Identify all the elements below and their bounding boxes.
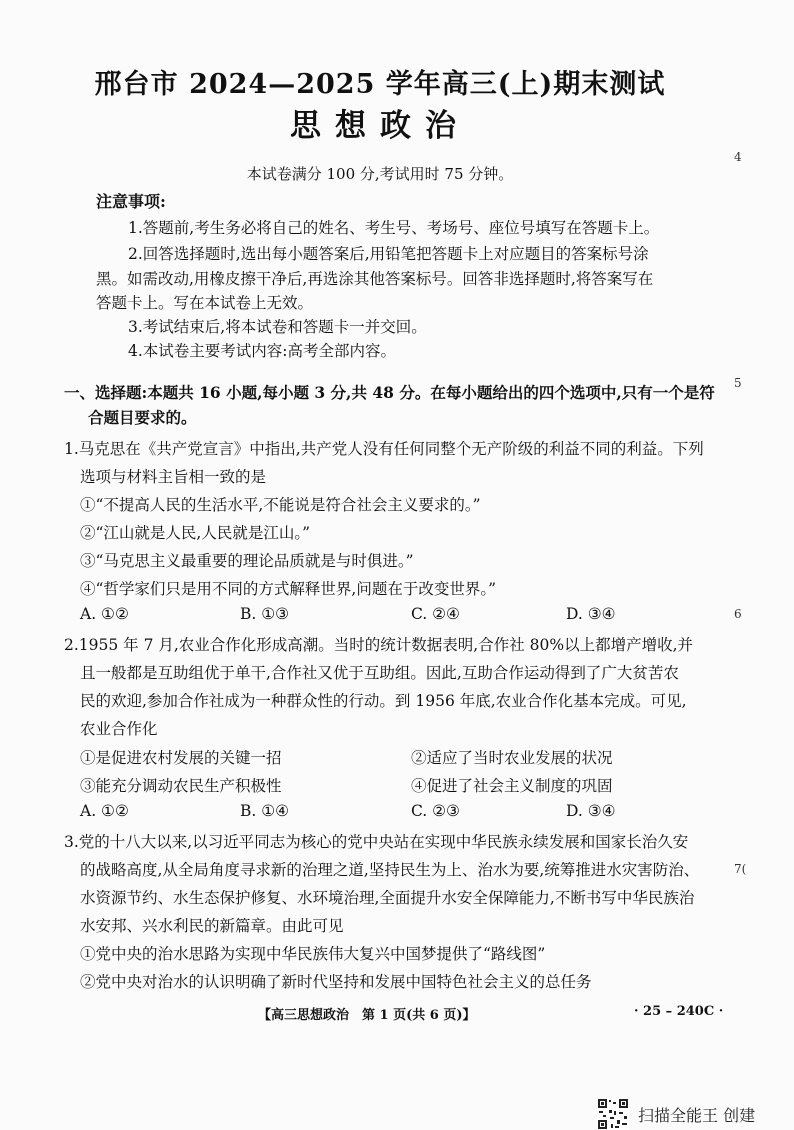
margin-mark: 4 (734, 150, 742, 164)
notice-item: 4.本试卷主要考试内容:高考全部内容。 (128, 342, 397, 360)
exam-title: 邢台市 2024—2025 学年高三(上)期末测试 (94, 69, 666, 100)
notice-item: 1.答题前,考生务必将自己的姓名、考生号、考场号、座位号填写在答题卡上。 (128, 219, 660, 237)
q3-stem: 水安邦、兴水利民的新篇章。由此可见 (80, 917, 344, 935)
qr-code-icon (597, 1098, 629, 1130)
q1-option-d: D. ③④ (566, 605, 616, 623)
notice-heading: 注意事项: (96, 192, 166, 211)
q2-stem: 且一般都是互助组优于单干,合作社又优于互助组。因此,互助合作运动得到了广大贫苦农 (80, 664, 679, 682)
margin-mark: 6 (734, 607, 742, 621)
notice-item: 黑。如需改动,用橡皮擦干净后,再选涂其他答案标号。回答非选择题时,将答案写在 (96, 270, 654, 288)
q2-stem: 2.1955 年 7 月,农业合作化形成高潮。当时的统计数据表明,合作社 80%以上都增产增收,并 (64, 636, 694, 654)
exam-code: · 25 – 240C · (634, 1004, 724, 1019)
notice-item: 答题卡上。写在本试卷上无效。 (96, 294, 314, 312)
q2-option-a: A. ①② (80, 802, 129, 820)
q1-option-b: B. ①③ (240, 605, 290, 623)
q2-statement: ③能充分调动农民生产积极性 (80, 777, 282, 795)
q1-statement: ②“江山就是人民,人民就是江山。” (80, 524, 311, 542)
q2-statement: ①是促进农村发展的关键一招 (80, 749, 282, 767)
margin-mark: 5 (734, 376, 742, 390)
q2-statement: ④促进了社会主义制度的巩固 (411, 777, 613, 795)
exam-meta: 本试卷满分 100 分,考试用时 75 分钟。 (246, 165, 514, 183)
subject-title: 思想政治 (290, 108, 470, 144)
q1-stem: 选项与材料主旨相一致的是 (80, 468, 267, 486)
scanner-watermark: 扫描全能王 创建 (638, 1106, 756, 1125)
q3-stem: 的战略高度,从全局角度寻求新的治理之道,坚持民生为上、治水为要,统筹推进水灾害防治、 (80, 861, 700, 879)
notice-item: 2.回答选择题时,选出每小题答案后,用铅笔把答题卡上对应题目的答案标号涂 (128, 245, 649, 263)
q3-stem: 3.党的十八大以来,以习近平同志为核心的党中央站在实现中华民族永续发展和国家长治久安 (64, 833, 689, 851)
q2-option-c: C. ②③ (411, 802, 460, 820)
q3-statement: ②党中央对治水的认识明确了新时代坚持和发展中国特色社会主义的总任务 (80, 973, 592, 991)
section-heading: 一、选择题:本题共 16 小题,每小题 3 分,共 48 分。在每小题给出的四个选项中,只有一个是符 (64, 383, 715, 402)
q2-statement: ②适应了当时农业发展的状况 (411, 749, 613, 767)
q2-option-d: D. ③④ (566, 802, 616, 820)
q1-statement: ①“不提高人民的生活水平,不能说是符合社会主义要求的。” (80, 496, 481, 514)
notice-item: 3.考试结束后,将本试卷和答题卡一并交回。 (128, 318, 427, 336)
q3-stem: 水资源节约、水生态保护修复、水环境治理,全面提升水安全保障能力,不断书写中华民族治 (80, 889, 695, 907)
q1-statement: ④“哲学家们只是用不同的方式解释世界,问题在于改变世界。” (80, 580, 497, 598)
margin-mark: 7( (734, 862, 747, 876)
q1-option-c: C. ②④ (411, 605, 460, 623)
q1-stem: 1.马克思在《共产党宣言》中指出,共产党人没有任何同整个无产阶级的利益不同的利益。下列 (64, 440, 704, 458)
section-heading-cont: 合题目要求的。 (88, 408, 197, 427)
q2-stem: 民的欢迎,参加合作社成为一种群众性的行动。到 1956 年底,农业合作化基本完成。可见, (80, 692, 687, 710)
q2-stem: 农业合作化 (80, 720, 158, 738)
q1-option-a: A. ①② (80, 605, 129, 623)
q1-statement: ③“马克思主义最重要的理论品质就是与时俱进。” (80, 552, 414, 570)
q3-statement: ①党中央的治水思路为实现中华民族伟大复兴中国梦提供了“路线图” (80, 945, 546, 963)
q2-option-b: B. ①④ (240, 802, 290, 820)
page-footer: 【高三思想政治 第 1 页(共 6 页)】 (258, 1008, 476, 1023)
